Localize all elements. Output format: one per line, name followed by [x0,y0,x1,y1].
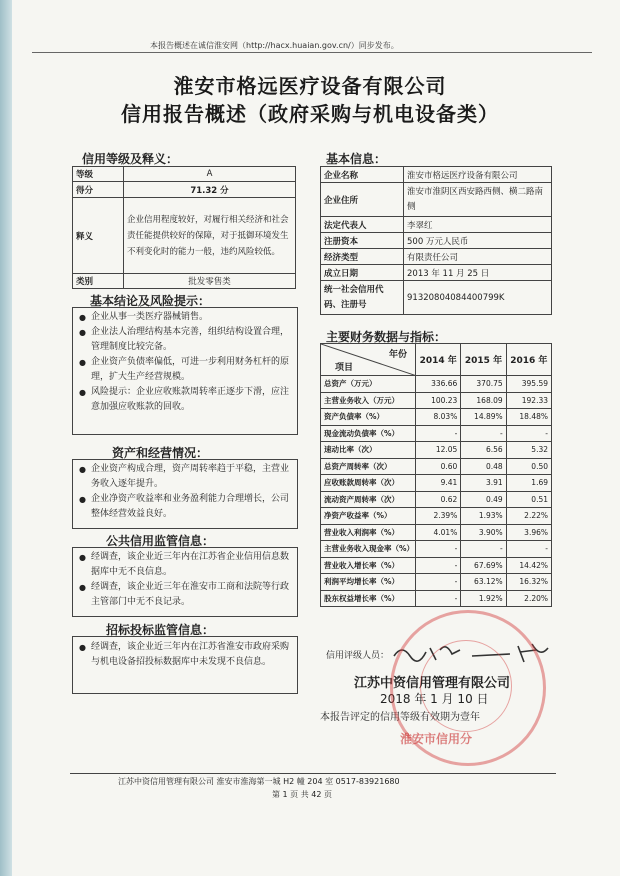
finance-value: 4.01% [416,524,461,541]
public-credit-box [72,547,298,617]
bidding-box [72,636,298,694]
finance-value: 63.12% [461,574,506,591]
finance-row [321,475,552,492]
finance-row [321,491,552,508]
finance-row [321,541,552,558]
basic-label: 成立日期 [321,265,404,281]
assets-heading: 资产和经营情况： [112,446,209,460]
finance-row [321,524,552,541]
finance-table [320,343,552,607]
finance-corner [321,344,416,376]
finance-value: 1.92% [461,590,506,607]
company-seal-inner [420,640,512,732]
finance-value: 2.22% [506,508,551,525]
finance-value: 18.48% [506,409,551,426]
finance-value: 5.32 [506,442,551,459]
conclusion-item: ● 风险提示：企业应收账款周转率正逐步下滑，应注意加强应收账款的回收。 [79,387,290,412]
finance-row [321,376,552,393]
bullet-icon: ● [79,465,86,474]
bullet-icon: ● [79,328,86,337]
footer-company: 江苏中资信用管理有限公司 淮安市淮海第一城 H2 幢 204 室 0517-83921680 [118,777,400,786]
sign-company: 江苏中资信用管理有限公司 [354,676,511,691]
finance-row-label: 速动比率（次） [321,442,416,459]
established-date: 2013 年 11 月 25 日 [404,265,552,281]
stamp-text: 淮安市信用分 [400,732,473,746]
finance-row-label: 主营业务收入（万元） [321,392,416,409]
credit-meaning: 企业信用程度较好，对履行相关经济和社会责任能提供较好的保障，对于抵御环境发生不利变化时的能力一般，违约风险较低。 [124,198,296,274]
finance-row [321,508,552,525]
finance-value: 0.49 [461,491,506,508]
finance-value: 3.90% [461,524,506,541]
basic-label: 法定代表人 [321,217,404,233]
credit-score: 71.32 分 [124,182,296,198]
public-credit-heading: 公共信用监管信息： [106,534,215,548]
finance-year: 2016 年 [506,344,551,376]
finance-value: - [416,574,461,591]
conclusion-heading: 基本结论及风险提示： [90,294,211,308]
credit-grade: A [124,167,296,182]
finance-row-label: 资产负债率（%） [321,409,416,426]
finance-value: - [506,541,551,558]
report-title-type: 信用报告概述（政府采购与机电设备类） [121,102,499,126]
finance-row-label: 净资产收益率（%） [321,508,416,525]
finance-value: 168.09 [461,392,506,409]
finance-header-item: 项目 [335,363,354,373]
finance-row [321,442,552,459]
finance-value: - [416,541,461,558]
finance-value: 67.69% [461,557,506,574]
top-note: 本报告概述在诚信淮安网（http://hacx.huaian.gov.cn/）同步发布。 [150,41,399,50]
credit-category: 批发零售类 [124,274,296,289]
bullet-icon: ● [79,495,86,504]
footer-rule [70,773,556,774]
finance-value: 0.50 [506,458,551,475]
finance-row-label: 营业收入利润率（%） [321,524,416,541]
finance-row [321,458,552,475]
finance-value: 1.93% [461,508,506,525]
credit-label-grade: 等级 [73,167,124,182]
assets-box [72,459,298,529]
finance-value: 2.39% [416,508,461,525]
finance-value: 336.66 [416,376,461,393]
finance-value: 16.32% [506,574,551,591]
credit-code: 91320804084400799K [404,281,552,315]
finance-row [321,409,552,426]
finance-row-label: 股东权益增长率（%） [321,590,416,607]
bullet-icon: ● [79,358,86,367]
finance-row-label: 营业收入增长率（%） [321,557,416,574]
credit-label-meaning: 释义 [73,198,124,274]
basic-heading: 基本信息： [326,152,387,166]
conclusion-item: ● 企业从事一类医疗器械销售。 [73,310,297,325]
company-address: 淮安市淮阴区西安路西侧、横二路南侧 [404,183,552,217]
legal-representative: 李翠红 [404,217,552,233]
finance-value: 2.20% [506,590,551,607]
finance-row-label: 利润平均增长率（%） [321,574,416,591]
finance-value: 9.41 [416,475,461,492]
finance-value: 395.59 [506,376,551,393]
credit-heading: 信用等级及释义： [82,152,179,166]
finance-heading: 主要财务数据与指标： [326,330,447,344]
basic-label: 注册资本 [321,233,404,249]
conclusion-item: ● 企业资产负债率偏低，可进一步利用财务杠杆的原理，扩大生产经营规模。 [79,357,290,382]
credit-table [72,166,296,289]
economic-type: 有限责任公司 [404,249,552,265]
header-rule [32,52,592,53]
finance-value: 370.75 [461,376,506,393]
credit-label-category: 类别 [73,274,124,289]
assets-item: ● 企业资产构成合理，资产周转率趋于平稳，主营业务收入逐年提升。 [79,464,290,489]
finance-row [321,590,552,607]
rater-label: 信用评级人员： [326,651,390,661]
finance-value: 0.48 [461,458,506,475]
finance-value: - [461,541,506,558]
finance-value: 14.89% [461,409,506,426]
bullet-icon: ● [79,313,86,322]
validity-note: 本报告评定的信用等级有效期为壹年 [320,712,480,723]
finance-row-label: 现金流动负债率（%） [321,425,416,442]
basic-label: 经济类型 [321,249,404,265]
basic-label: 统一社会信用代码、注册号 [321,281,404,315]
basic-label: 企业名称 [321,167,404,183]
finance-value: 192.33 [506,392,551,409]
finance-value: - [416,425,461,442]
finance-value: - [416,557,461,574]
public-credit-item: ● 经调查，该企业近三年内在江苏省企业信用信息数据库中无不良信息。 [79,552,290,577]
sign-date: 2018 年 1 月 10 日 [380,692,489,706]
conclusion-box [72,307,298,435]
credit-label-score: 得分 [73,182,124,198]
basic-table [320,166,552,315]
binding-edge [0,0,12,876]
registered-capital: 500 万元人民币 [404,233,552,249]
finance-year: 2015 年 [461,344,506,376]
finance-row [321,392,552,409]
finance-value: 0.51 [506,491,551,508]
bullet-icon: ● [79,583,86,592]
finance-row-label: 应收账款周转率（次） [321,475,416,492]
bullet-icon: ● [79,388,86,397]
assets-item: ● 企业净资产收益率和业务盈利能力合理增长，公司整体经营效益良好。 [79,494,290,519]
finance-row [321,557,552,574]
finance-value: 0.62 [416,491,461,508]
public-credit-item: ● 经调查，该企业近三年在淮安市工商和法院等行政主管部门中无不良记录。 [79,582,290,607]
finance-row-label: 总资产（万元） [321,376,416,393]
finance-rows [321,376,552,607]
finance-value: 3.91 [461,475,506,492]
finance-row-label: 主营业务收入现金率（%） [321,541,416,558]
finance-value: - [461,425,506,442]
finance-value: 6.56 [461,442,506,459]
finance-value: 100.23 [416,392,461,409]
bidding-heading: 招标投标监管信息： [106,623,215,637]
finance-row [321,425,552,442]
finance-value: 14.42% [506,557,551,574]
finance-value: 8.03% [416,409,461,426]
report-title-company: 淮安市格远医疗设备有限公司 [173,74,447,98]
finance-header-year: 年份 [388,350,407,360]
finance-row-label: 流动资产周转率（次） [321,491,416,508]
company-name: 淮安市格远医疗设备有限公司 [404,167,552,183]
bidding-item: ● 经调查，该企业近三年内在江苏省淮安市政府采购与机电设备招投标数据库中未发现不良信息。 [79,642,290,667]
finance-value: - [416,590,461,607]
finance-value: 3.96% [506,524,551,541]
conclusion-item: ● 企业法人治理结构基本完善，组织结构设置合理，管理制度比较完备。 [79,327,290,352]
finance-value: 1.69 [506,475,551,492]
finance-value: - [506,425,551,442]
page-number: 第 1 页 共 42 页 [272,790,332,799]
bullet-icon: ● [79,553,86,562]
finance-value: 12.05 [416,442,461,459]
finance-value: 0.60 [416,458,461,475]
bullet-icon: ● [79,643,86,652]
finance-year: 2014 年 [416,344,461,376]
finance-row [321,574,552,591]
basic-label: 企业住所 [321,183,404,217]
finance-row-label: 总资产周转率（次） [321,458,416,475]
